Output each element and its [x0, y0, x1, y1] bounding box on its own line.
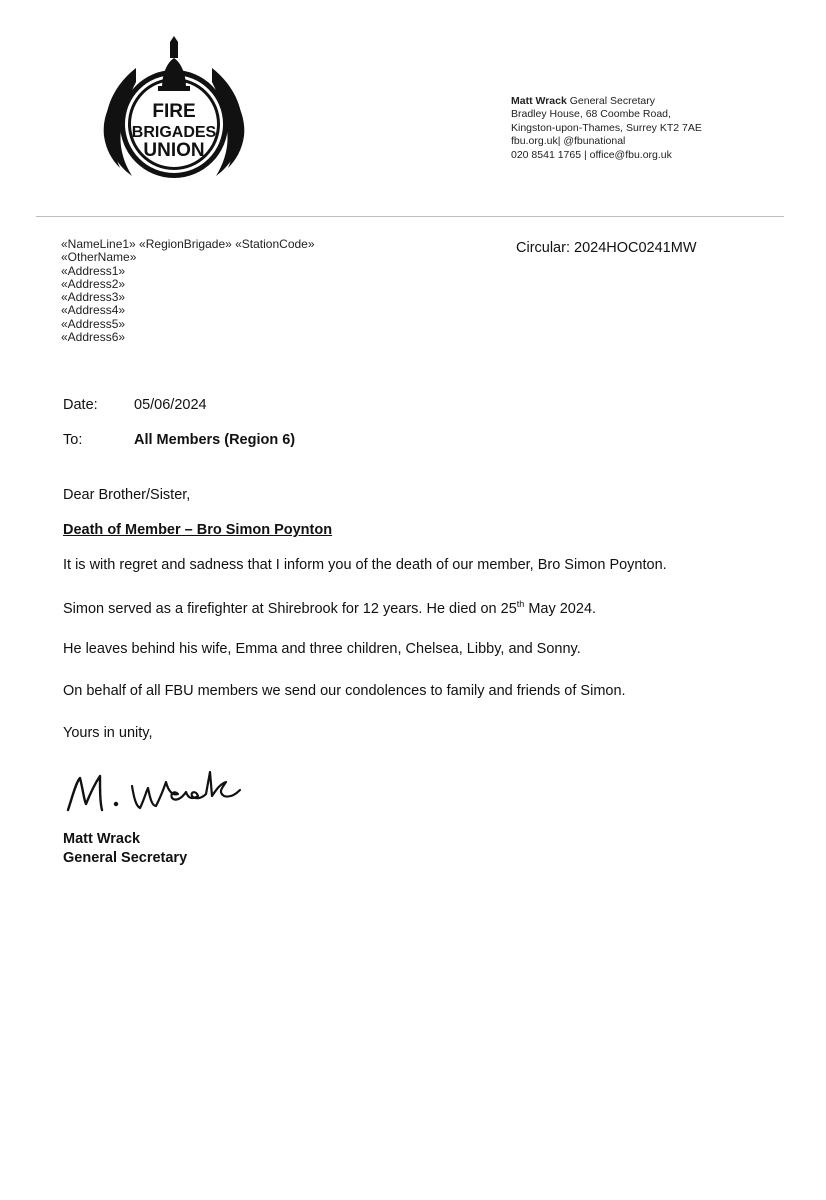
logo-line-union: UNION [143, 140, 205, 161]
paragraph-2 [63, 599, 596, 617]
recipient-field: «Address6» [61, 330, 126, 345]
date-value: 05/06/2024 [134, 397, 207, 413]
logo-line-fire: FIRE [152, 101, 196, 122]
circular-reference: Circular: 2024HOC0241MW [516, 240, 697, 256]
sender-contact: 020 8541 1765 | office@fbu.org.uk [511, 148, 672, 161]
signer-name: Matt Wrack [63, 831, 141, 847]
header-divider [36, 216, 784, 217]
recipient-field: «Address3» [61, 290, 126, 305]
fbu-logo [96, 32, 252, 188]
recipient-address-block [61, 238, 315, 344]
paragraph-3: He leaves behind his wife, Emma and three children, Chelsea, Libby, and Sonny. [63, 641, 581, 657]
sender-address-1: Bradley House, 68 Coombe Road, [511, 108, 671, 121]
recipient-field: «OtherName» [61, 250, 137, 265]
paragraph-1: It is with regret and sadness that I inform you of the death of our member, Bro Simon Poynton. [63, 557, 667, 573]
recipient-field: «Address2» [61, 276, 126, 291]
handwritten-signature [60, 760, 250, 820]
paragraph-2-text: Simon served as a firefighter at Shirebrook for 12 years. He died on 25 [63, 600, 517, 617]
salutation: Dear Brother/Sister, [63, 487, 191, 503]
ordinal-suffix: th [516, 599, 525, 609]
date-label: Date: [63, 397, 98, 413]
sender-name: Matt Wrack [511, 95, 567, 107]
to-label: To: [63, 432, 83, 448]
recipient-field: «Address4» [61, 303, 126, 318]
recipient-field: «Address5» [61, 316, 126, 331]
sender-name-line [511, 95, 702, 108]
subject-line: Death of Member – Bro Simon Poynton [63, 522, 333, 538]
sender-block [511, 95, 702, 162]
paragraph-2-end: May 2024. [524, 600, 597, 617]
paragraph-4: On behalf of all FBU members we send our condolences to family and friends of Simon. [63, 683, 626, 699]
sender-role: General Secretary [569, 95, 655, 107]
recipient-field: «Address1» [61, 263, 126, 278]
sender-web: fbu.org.uk| @fbunational [511, 135, 626, 148]
to-value: All Members (Region 6) [134, 432, 296, 448]
logo-line-brigades: BRIGADES [131, 124, 217, 141]
closing: Yours in unity, [63, 725, 153, 741]
recipient-field: «NameLine1» «RegionBrigade» «StationCode» [61, 237, 315, 251]
sender-address-2: Kingston-upon-Thames, Surrey KT2 7AE [511, 121, 702, 134]
signer-title: General Secretary [63, 850, 188, 866]
